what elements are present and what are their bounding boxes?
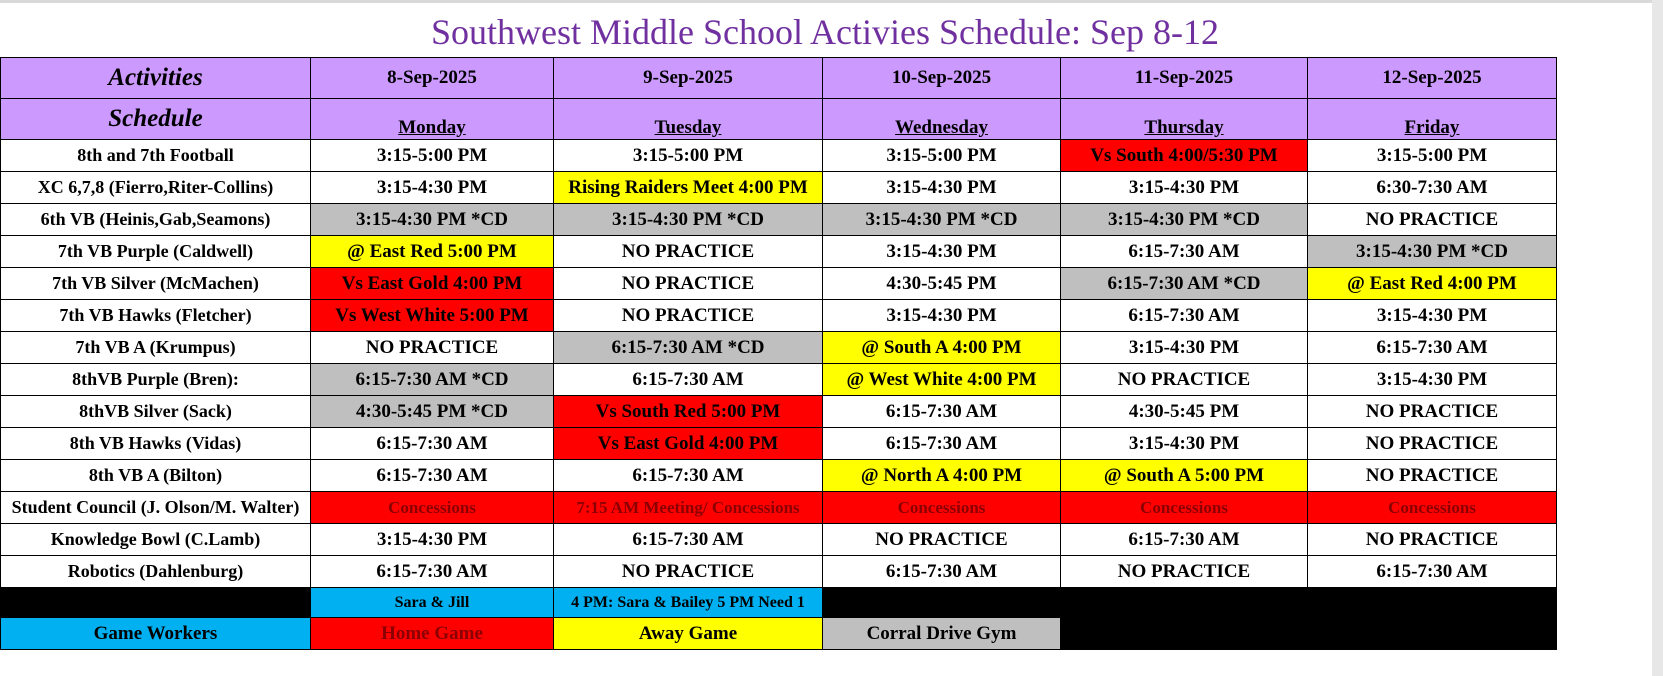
schedule-cell[interactable]: 3:15-4:30 PM *CD — [554, 204, 823, 236]
schedule-cell[interactable]: 6:15-7:30 AM — [823, 396, 1061, 428]
activity-name-cell[interactable]: 7th VB Silver (McMachen) — [1, 268, 311, 300]
table-row — [1, 396, 1557, 428]
schedule-cell[interactable]: 3:15-4:30 PM — [311, 524, 554, 556]
schedule-cell[interactable]: NO PRACTICE — [554, 268, 823, 300]
activity-name-cell[interactable]: XC 6,7,8 (Fierro,Riter-Collins) — [1, 172, 311, 204]
schedule-cell[interactable]: NO PRACTICE — [311, 332, 554, 364]
schedule-cell[interactable]: 3:15-4:30 PM — [1061, 428, 1308, 460]
schedule-cell[interactable]: 3:15-4:30 PM *CD — [823, 204, 1061, 236]
schedule-cell[interactable]: 6:30-7:30 AM — [1308, 172, 1557, 204]
legend-blank-cell[interactable] — [1308, 618, 1557, 650]
legend-game-workers[interactable]: Game Workers — [1, 618, 311, 650]
activity-name-cell[interactable]: Robotics (Dahlenburg) — [1, 556, 311, 588]
table-row — [1, 204, 1557, 236]
schedule-cell[interactable]: 3:15-4:30 PM — [1308, 300, 1557, 332]
schedule-cell[interactable]: Concessions — [1308, 492, 1557, 524]
schedule-cell[interactable]: NO PRACTICE — [1061, 364, 1308, 396]
table-row — [1, 236, 1557, 268]
schedule-cell[interactable]: 3:15-4:30 PM *CD — [1308, 236, 1557, 268]
activity-name-cell[interactable]: Student Council (J. Olson/M. Walter) — [1, 492, 311, 524]
schedule-cell[interactable]: 3:15-4:30 PM *CD — [311, 204, 554, 236]
schedule-cell[interactable]: NO PRACTICE — [823, 524, 1061, 556]
date-header[interactable]: 12-Sep-2025 — [1308, 58, 1557, 99]
schedule-cell[interactable]: NO PRACTICE — [1308, 428, 1557, 460]
schedule-cell[interactable]: @ North A 4:00 PM — [823, 460, 1061, 492]
table-row — [1, 428, 1557, 460]
schedule-cell[interactable]: 6:15-7:30 AM — [311, 428, 554, 460]
schedule-cell[interactable]: 3:15-5:00 PM — [823, 140, 1061, 172]
schedule-cell[interactable]: 7:15 AM Meeting/ Concessions — [554, 492, 823, 524]
schedule-cell[interactable]: 3:15-4:30 PM — [1061, 172, 1308, 204]
schedule-cell[interactable]: 6:15-7:30 AM — [311, 460, 554, 492]
page-title: Southwest Middle School Activies Schedule: Sep 8-12 — [431, 12, 1219, 52]
schedule-cell[interactable]: 3:15-5:00 PM — [554, 140, 823, 172]
schedule-table — [0, 57, 1557, 650]
activity-name-cell[interactable]: 7th VB Hawks (Fletcher) — [1, 300, 311, 332]
schedule-cell[interactable]: Concessions — [1061, 492, 1308, 524]
activities-header[interactable]: Activities — [1, 58, 311, 99]
schedule-cell[interactable]: 4:30-5:45 PM — [823, 268, 1061, 300]
legend-blank-cell[interactable] — [1061, 588, 1308, 618]
schedule-cell[interactable]: 6:15-7:30 AM *CD — [311, 364, 554, 396]
activity-name-cell[interactable]: 7th VB Purple (Caldwell) — [1, 236, 311, 268]
schedule-cell[interactable]: NO PRACTICE — [554, 236, 823, 268]
workers-tuesday-cell[interactable]: 4 PM: Sara & Bailey 5 PM Need 1 — [554, 588, 823, 618]
schedule-cell[interactable]: @ East Red 4:00 PM — [1308, 268, 1557, 300]
schedule-cell[interactable]: Rising Raiders Meet 4:00 PM — [554, 172, 823, 204]
legend-row-workers — [1, 588, 1557, 618]
schedule-cell[interactable]: 6:15-7:30 AM — [1061, 524, 1308, 556]
schedule-cell[interactable]: 3:15-4:30 PM — [823, 236, 1061, 268]
schedule-cell[interactable]: 3:15-4:30 PM — [823, 172, 1061, 204]
activity-name-cell[interactable]: 8th VB A (Bilton) — [1, 460, 311, 492]
legend-blank-cell[interactable] — [1308, 588, 1557, 618]
day-header[interactable]: Wednesday — [823, 99, 1061, 140]
schedule-cell[interactable]: 6:15-7:30 AM — [311, 556, 554, 588]
legend-blank-cell[interactable] — [1061, 618, 1308, 650]
legend-blank-cell[interactable] — [823, 588, 1061, 618]
table-row — [1, 268, 1557, 300]
schedule-cell[interactable]: 3:15-4:30 PM — [823, 300, 1061, 332]
schedule-cell[interactable]: 6:15-7:30 AM — [823, 556, 1061, 588]
table-row — [1, 364, 1557, 396]
table-row — [1, 524, 1557, 556]
legend-away-game[interactable]: Away Game — [554, 618, 823, 650]
schedule-cell[interactable]: 6:15-7:30 AM — [1061, 236, 1308, 268]
schedule-cell[interactable]: 3:15-5:00 PM — [311, 140, 554, 172]
activity-name-cell[interactable]: 7th VB A (Krumpus) — [1, 332, 311, 364]
schedule-cell[interactable]: Vs South Red 5:00 PM — [554, 396, 823, 428]
schedule-cell[interactable]: 4:30-5:45 PM *CD — [311, 396, 554, 428]
vertical-scrollbar[interactable] — [1652, 0, 1663, 676]
schedule-cell[interactable]: Concessions — [311, 492, 554, 524]
table-row — [1, 332, 1557, 364]
legend-row-key — [1, 618, 1557, 650]
date-header[interactable]: 8-Sep-2025 — [311, 58, 554, 99]
schedule-cell[interactable]: NO PRACTICE — [1308, 460, 1557, 492]
schedule-cell[interactable]: NO PRACTICE — [554, 300, 823, 332]
schedule-cell[interactable]: @ South A 5:00 PM — [1061, 460, 1308, 492]
schedule-cell[interactable]: 6:15-7:30 AM — [823, 428, 1061, 460]
day-header[interactable]: Thursday — [1061, 99, 1308, 140]
schedule-cell[interactable]: 6:15-7:30 AM — [554, 524, 823, 556]
schedule-cell[interactable]: 3:15-5:00 PM — [1308, 140, 1557, 172]
activity-name-cell[interactable]: 8th VB Hawks (Vidas) — [1, 428, 311, 460]
activity-name-cell[interactable]: Knowledge Bowl (C.Lamb) — [1, 524, 311, 556]
table-row — [1, 172, 1557, 204]
workers-monday-cell[interactable]: Sara & Jill — [311, 588, 554, 618]
header-row-days — [1, 99, 1557, 140]
date-header[interactable]: 11-Sep-2025 — [1061, 58, 1308, 99]
schedule-cell[interactable]: @ East Red 5:00 PM — [311, 236, 554, 268]
activity-name-cell[interactable]: 6th VB (Heinis,Gab,Seamons) — [1, 204, 311, 236]
day-header[interactable]: Tuesday — [554, 99, 823, 140]
table-row — [1, 556, 1557, 588]
top-border — [0, 0, 1663, 3]
day-header[interactable]: Monday — [311, 99, 554, 140]
schedule-cell[interactable]: Vs West White 5:00 PM — [311, 300, 554, 332]
legend-blank-cell[interactable] — [1, 588, 311, 618]
schedule-cell[interactable]: 6:15-7:30 AM — [1061, 300, 1308, 332]
activity-name-cell[interactable]: 8thVB Silver (Sack) — [1, 396, 311, 428]
schedule-cell[interactable]: @ South A 4:00 PM — [823, 332, 1061, 364]
table-row — [1, 140, 1557, 172]
schedule-cell[interactable]: Vs East Gold 4:00 PM — [554, 428, 823, 460]
schedule-cell[interactable]: 3:15-4:30 PM *CD — [1061, 204, 1308, 236]
schedule-cell[interactable]: NO PRACTICE — [1061, 556, 1308, 588]
schedule-header[interactable]: Schedule — [1, 99, 311, 140]
schedule-cell[interactable]: 3:15-4:30 PM — [1308, 364, 1557, 396]
schedule-cell[interactable]: 3:15-4:30 PM — [311, 172, 554, 204]
table-row — [1, 460, 1557, 492]
schedule-cell[interactable]: Concessions — [823, 492, 1061, 524]
date-header[interactable]: 10-Sep-2025 — [823, 58, 1061, 99]
header-row-dates — [1, 58, 1557, 99]
schedule-cell[interactable]: @ West White 4:00 PM — [823, 364, 1061, 396]
legend-home-game[interactable]: Home Game — [311, 618, 554, 650]
schedule-cell[interactable]: NO PRACTICE — [1308, 524, 1557, 556]
schedule-cell[interactable]: NO PRACTICE — [1308, 396, 1557, 428]
schedule-cell[interactable]: 4:30-5:45 PM — [1061, 396, 1308, 428]
day-header[interactable]: Friday — [1308, 99, 1557, 140]
schedule-cell[interactable]: 6:15-7:30 AM — [1308, 332, 1557, 364]
schedule-cell[interactable]: Vs East Gold 4:00 PM — [311, 268, 554, 300]
schedule-cell[interactable]: 3:15-4:30 PM — [1061, 332, 1308, 364]
schedule-cell[interactable]: 6:15-7:30 AM *CD — [554, 332, 823, 364]
table-row — [1, 492, 1557, 524]
schedule-cell[interactable]: Vs South 4:00/5:30 PM — [1061, 140, 1308, 172]
schedule-cell[interactable]: 6:15-7:30 AM — [554, 364, 823, 396]
activity-name-cell[interactable]: 8thVB Purple (Bren): — [1, 364, 311, 396]
schedule-cell[interactable]: 6:15-7:30 AM *CD — [1061, 268, 1308, 300]
schedule-cell[interactable]: NO PRACTICE — [1308, 204, 1557, 236]
date-header[interactable]: 9-Sep-2025 — [554, 58, 823, 99]
activity-name-cell[interactable]: 8th and 7th Football — [1, 140, 311, 172]
schedule-cell[interactable]: NO PRACTICE — [554, 556, 823, 588]
legend-corral-drive-gym[interactable]: Corral Drive Gym — [823, 618, 1061, 650]
schedule-cell[interactable]: 6:15-7:30 AM — [554, 460, 823, 492]
schedule-cell[interactable]: 6:15-7:30 AM — [1308, 556, 1557, 588]
table-row — [1, 300, 1557, 332]
